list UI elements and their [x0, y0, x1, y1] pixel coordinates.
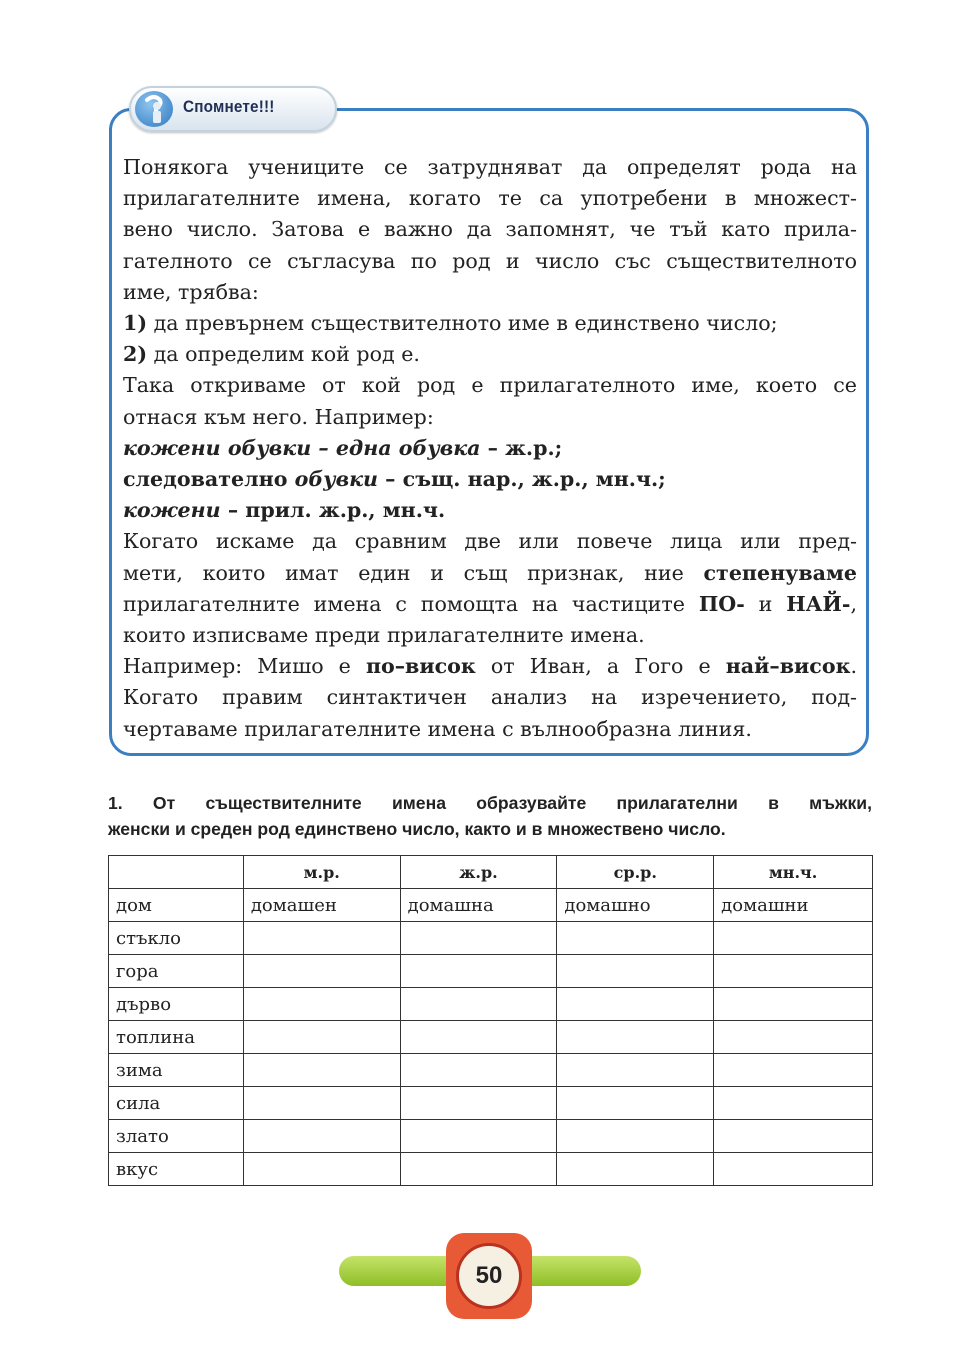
text-line: вено число. Затова е важно да запомнят, че тъй като прила-: [123, 217, 857, 242]
adjective-table: [108, 855, 873, 1186]
text-line: които изписваме преди прилагателните имена.: [123, 623, 645, 648]
example-analysis: – същ. нар., ж.р., мн.ч.;: [378, 467, 666, 492]
answer-cell[interactable]: [243, 922, 400, 955]
example-1: [123, 433, 857, 464]
answer-cell[interactable]: [714, 1153, 873, 1186]
header-cell: [109, 856, 244, 889]
answer-cell[interactable]: [400, 1087, 557, 1120]
text-line: [123, 589, 857, 620]
remember-badge: [129, 86, 337, 132]
answer-cell[interactable]: [243, 1120, 400, 1153]
answer-cell[interactable]: [557, 1153, 714, 1186]
example-3: [123, 495, 857, 526]
answer-cell[interactable]: [243, 1153, 400, 1186]
answer-cell[interactable]: [714, 1087, 873, 1120]
header-cell: м.р.: [243, 856, 400, 889]
noun-cell: злато: [109, 1120, 244, 1153]
answer-cell[interactable]: [714, 988, 873, 1021]
text-span: от Иван, а Гого е: [475, 654, 726, 679]
answer-cell[interactable]: [557, 1054, 714, 1087]
noun-cell: сила: [109, 1087, 244, 1120]
answer-cell[interactable]: домашни: [714, 889, 873, 922]
table-row: [109, 1021, 873, 1054]
noun-cell: дърво: [109, 988, 244, 1021]
text-span: прилагателните имена с помощта на частиците: [123, 591, 699, 616]
answer-cell[interactable]: [400, 1120, 557, 1153]
example-noun: обувки: [294, 467, 379, 492]
answer-cell[interactable]: [557, 922, 714, 955]
answer-cell[interactable]: [714, 1021, 873, 1054]
answer-cell[interactable]: [557, 1120, 714, 1153]
answer-cell[interactable]: [400, 1054, 557, 1087]
answer-cell[interactable]: [714, 1120, 873, 1153]
step-number: 1): [123, 311, 148, 336]
answer-cell[interactable]: [243, 1054, 400, 1087]
example-analysis: – прил. ж.р., мн.ч.: [220, 498, 446, 523]
table-header-row: [109, 856, 873, 889]
table-row: [109, 922, 873, 955]
answer-cell[interactable]: [714, 955, 873, 988]
header-cell: ср.р.: [557, 856, 714, 889]
table-row: [109, 1153, 873, 1186]
text-line: Така откриваме от кой род е прилагателното име, което се: [123, 373, 857, 398]
rule-text: [123, 152, 857, 745]
noun-cell: дом: [109, 889, 244, 922]
text-line: [123, 651, 857, 682]
particle-nai: НАЙ-: [786, 591, 851, 616]
text-span: и: [744, 591, 787, 616]
answer-cell[interactable]: [400, 955, 557, 988]
text-line: Когато правим синтактичен анализ на изречението, под-: [123, 685, 857, 710]
badge-label: Спомнете!!!: [183, 97, 275, 116]
text-line: гателното се съгласува по род и число със съществителното: [123, 248, 857, 273]
answer-cell[interactable]: домашен: [243, 889, 400, 922]
example-gender: – ж.р.;: [480, 435, 563, 460]
text-line: отнася към него. Например:: [123, 404, 434, 429]
noun-cell: зима: [109, 1054, 244, 1087]
answer-cell[interactable]: домашна: [400, 889, 557, 922]
task-heading: [108, 790, 872, 842]
answer-cell[interactable]: [243, 1021, 400, 1054]
step-2: [123, 339, 857, 370]
header-cell: мн.ч.: [714, 856, 873, 889]
task-line: женски и среден род единствено число, както и в множествено число.: [108, 819, 726, 839]
answer-cell[interactable]: домашно: [557, 889, 714, 922]
answer-cell[interactable]: [557, 1021, 714, 1054]
particle-po: ПО-: [698, 591, 745, 616]
answer-cell[interactable]: [557, 1087, 714, 1120]
answer-cell[interactable]: [400, 922, 557, 955]
noun-cell: стъкло: [109, 922, 244, 955]
answer-cell[interactable]: [243, 955, 400, 988]
text-line: прилагателните имена, когато те са употребени в множест-: [123, 186, 857, 211]
table-row: [109, 889, 873, 922]
bold-term: по–висок: [365, 654, 476, 679]
answer-cell[interactable]: [714, 1054, 873, 1087]
example-phrase: кожени обувки – една обувка: [123, 435, 481, 460]
table-row: [109, 1054, 873, 1087]
example-2: [123, 464, 857, 495]
answer-cell[interactable]: [243, 1087, 400, 1120]
answer-cell[interactable]: [557, 955, 714, 988]
step-number: 2): [123, 342, 148, 367]
text-line: име, трябва:: [123, 279, 259, 304]
page-number: 50: [475, 1262, 503, 1289]
task-line: 1. От съществителните имена образувайте прилагателни в мъжки,: [108, 793, 872, 813]
table-row: [109, 955, 873, 988]
text-line: Когато искаме да сравним две или повече лица или пред-: [123, 529, 857, 554]
step-text: да превърнем съществителното име в единствено число;: [147, 311, 778, 336]
text-span: ,: [850, 591, 857, 616]
text-span: Например: Мишо е: [123, 654, 366, 679]
noun-cell: топлина: [109, 1021, 244, 1054]
bold-term: най–висок: [725, 654, 851, 679]
step-1: [123, 308, 857, 339]
info-person-icon: [135, 91, 173, 127]
answer-cell[interactable]: [400, 988, 557, 1021]
step-text: да определим кой род е.: [147, 342, 420, 367]
noun-cell: вкус: [109, 1153, 244, 1186]
answer-cell[interactable]: [714, 922, 873, 955]
text-span: мети, които имат един и същ признак, ние: [123, 560, 704, 585]
header-cell: ж.р.: [400, 856, 557, 889]
text-span: .: [850, 654, 858, 679]
table-row: [109, 1087, 873, 1120]
answer-cell[interactable]: [400, 1153, 557, 1186]
example-adjective: кожени: [123, 498, 221, 523]
table-row: [109, 988, 873, 1021]
table-row: [109, 1120, 873, 1153]
noun-cell: гора: [109, 955, 244, 988]
text-line: [123, 558, 857, 589]
text-line: чертаваме прилагателните имена с вълнообразна линия.: [123, 716, 752, 741]
text-line: Понякога учениците се затрудняват да определят рода на: [123, 155, 857, 179]
answer-cell[interactable]: [557, 988, 714, 1021]
answer-cell[interactable]: [400, 1021, 557, 1054]
example-word: следователно: [123, 467, 295, 492]
answer-cell[interactable]: [243, 988, 400, 1021]
bold-term: степенуваме: [703, 560, 857, 585]
